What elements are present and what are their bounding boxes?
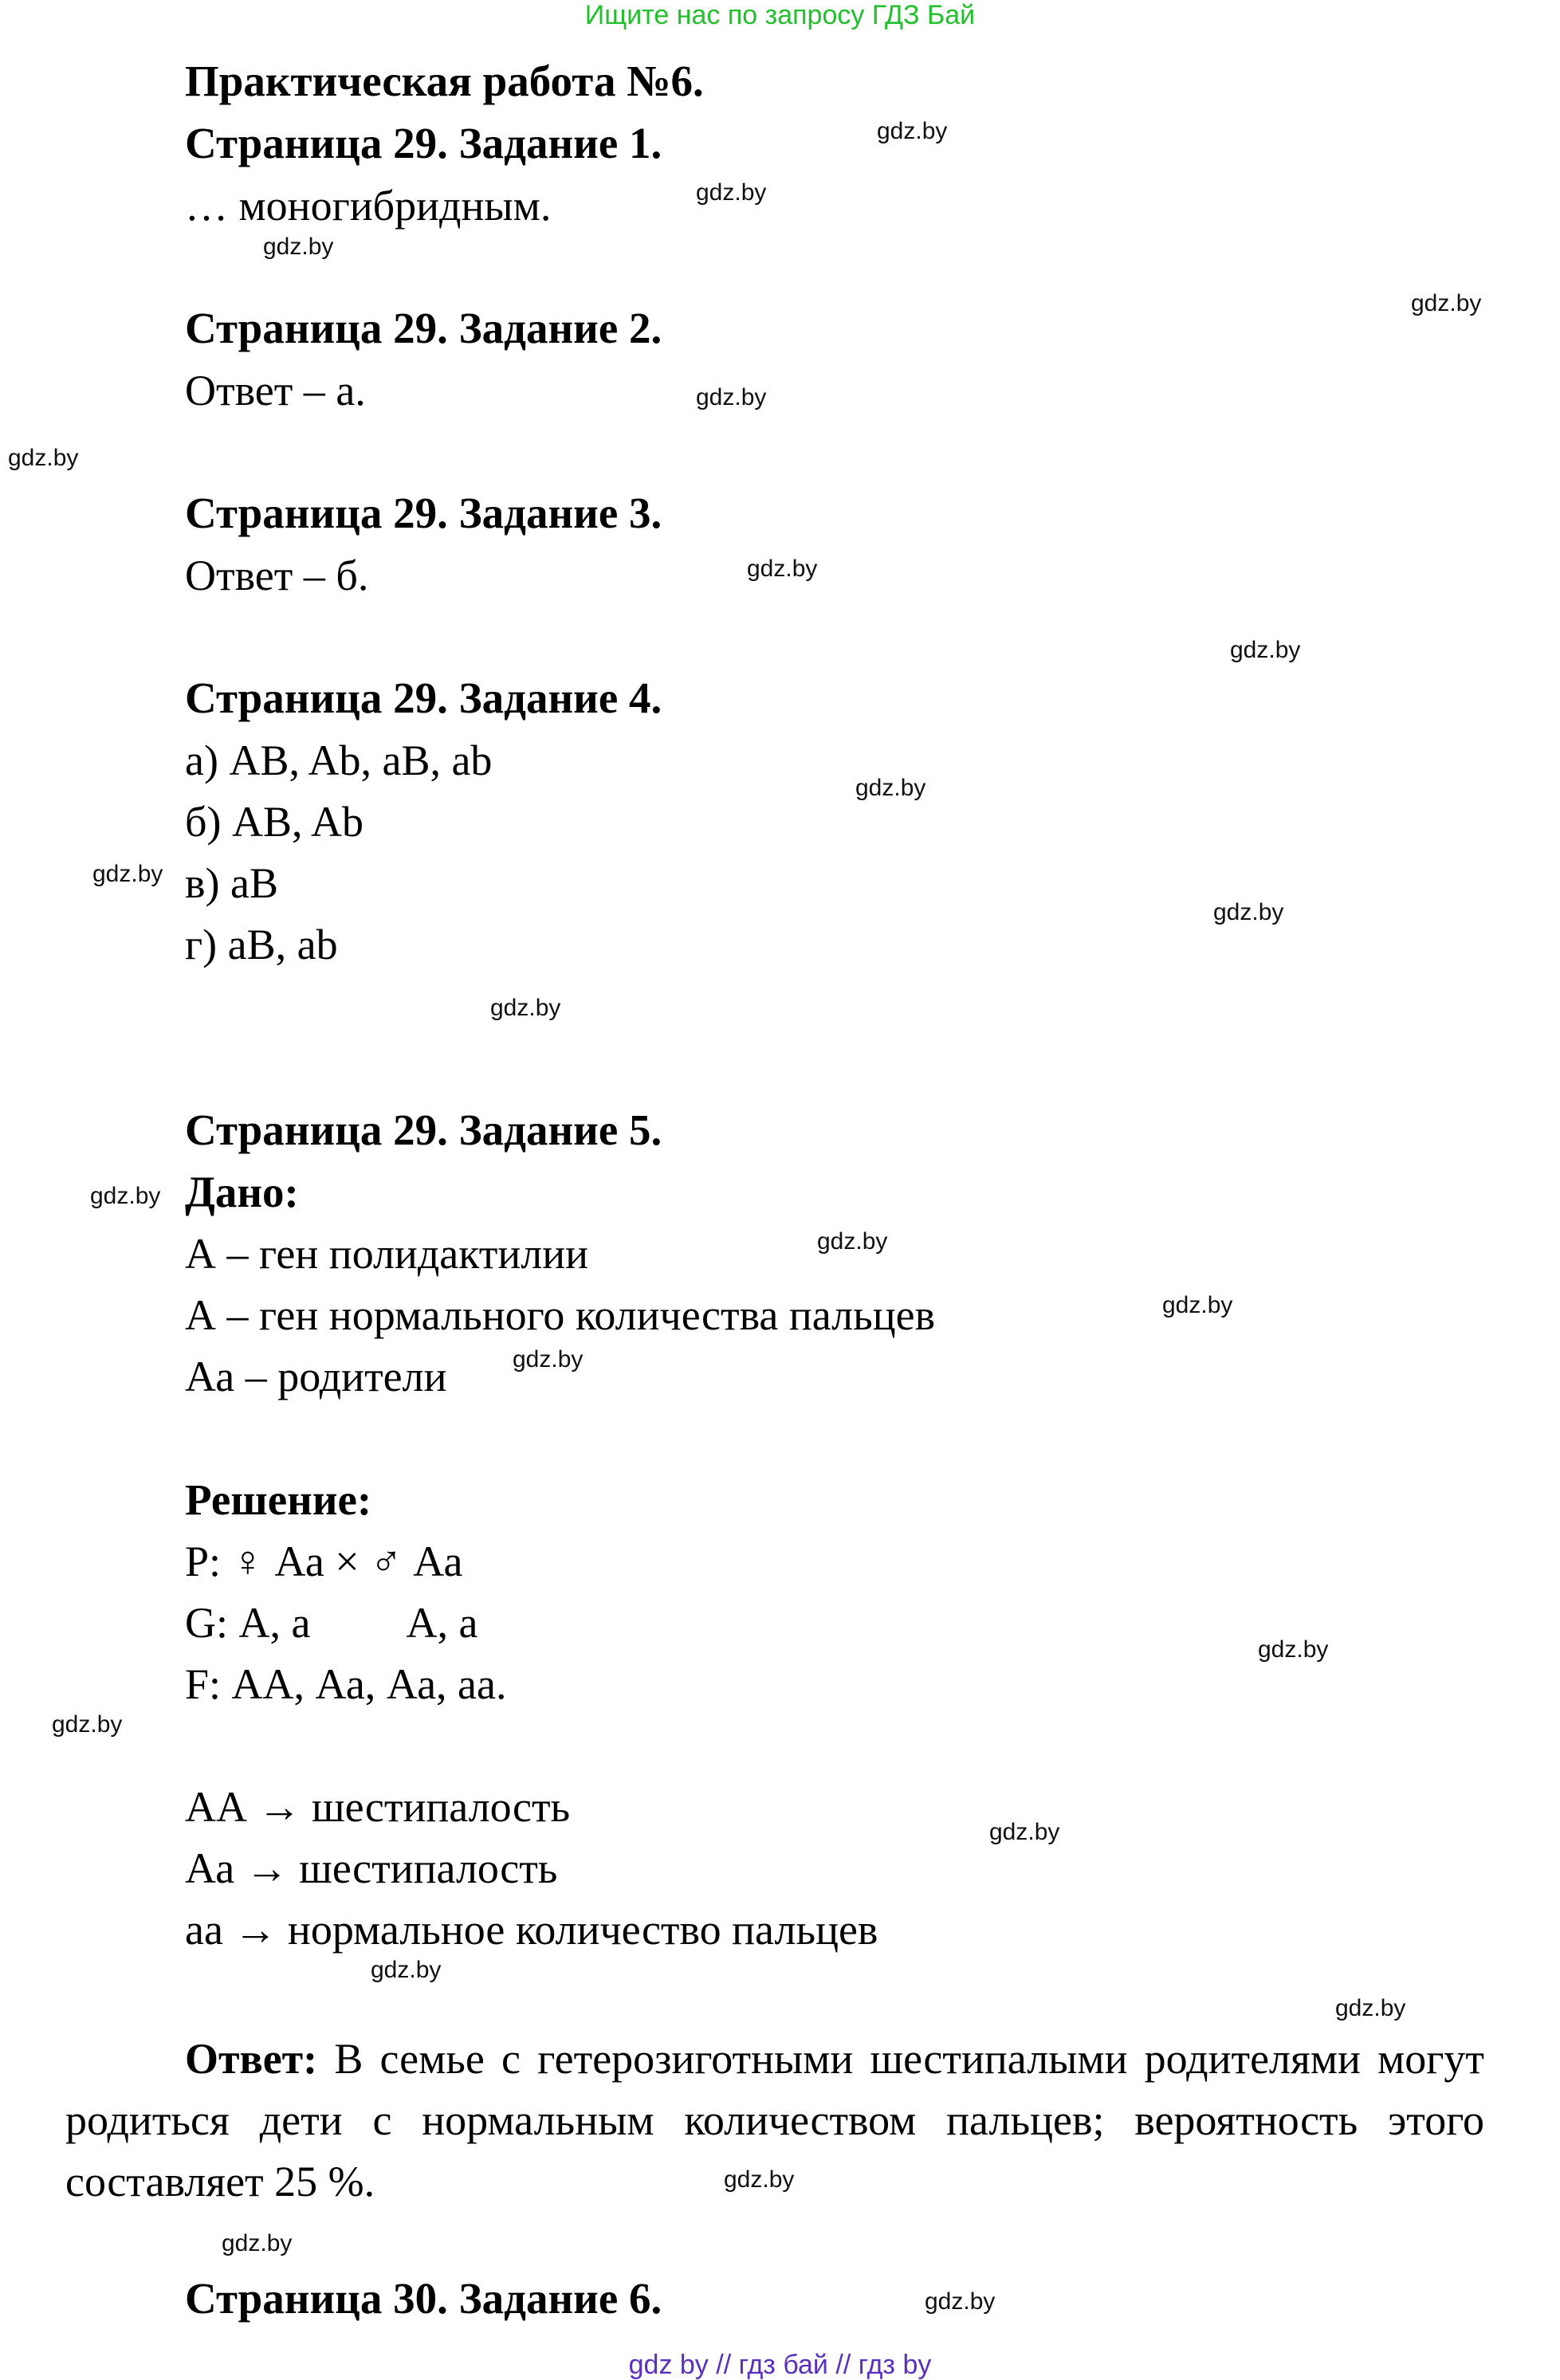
watermark: gdz.by xyxy=(747,556,818,582)
phenotype-line: АА → шестипалость xyxy=(185,1783,571,1831)
watermark: gdz.by xyxy=(989,1819,1060,1845)
watermark: gdz.by xyxy=(696,179,767,206)
gametes-right: А, а xyxy=(406,1599,478,1647)
watermark: gdz.by xyxy=(1411,290,1482,316)
watermark: gdz.by xyxy=(1230,637,1301,663)
solution-label: Решение: xyxy=(185,1475,372,1524)
phenotype-line: аа → нормальное количество пальцев xyxy=(185,1906,878,1954)
task-3-answer: Ответ – б. xyxy=(185,552,369,599)
watermark: gdz.by xyxy=(696,384,767,410)
phenotype-line: Аа → шестипалость xyxy=(185,1844,558,1892)
footer: gdz by // гдз бай // гдз by xyxy=(628,2350,932,2380)
task-1-heading: Страница 29. Задание 1. xyxy=(185,119,662,167)
gametes-line xyxy=(185,1596,477,1649)
task-6-heading: Страница 30. Задание 6. xyxy=(185,2274,662,2323)
watermark: gdz.by xyxy=(855,775,926,801)
watermark: gdz.by xyxy=(92,861,163,887)
watermark: gdz.by xyxy=(1335,1995,1406,2021)
gametes-left: G: А, а xyxy=(185,1599,311,1647)
watermark: gdz.by xyxy=(1258,1636,1329,1663)
parents-cross: P: ♀ Аа × ♂ Аа xyxy=(185,1538,463,1585)
given-line: А – ген полидактилии xyxy=(185,1230,589,1278)
task-2-heading: Страница 29. Задание 2. xyxy=(185,304,662,352)
watermark: gdz.by xyxy=(371,1957,442,1983)
task-4-line: в) aB xyxy=(185,859,278,907)
watermark: gdz.by xyxy=(513,1346,584,1373)
watermark: gdz.by xyxy=(490,995,561,1021)
watermark: gdz.by xyxy=(263,234,334,260)
task-2-answer: Ответ – а. xyxy=(185,367,366,414)
page-title: Практическая работа №6. xyxy=(185,57,704,105)
task-3-heading: Страница 29. Задание 3. xyxy=(185,489,662,537)
task-1-answer: … моногибридным. xyxy=(185,182,552,230)
task-4-line: а) AB, Ab, aB, ab xyxy=(185,736,493,784)
watermark: gdz.by xyxy=(52,1711,123,1738)
watermark: gdz.by xyxy=(222,2230,293,2256)
task-5-heading: Страница 29. Задание 5. xyxy=(185,1106,662,1154)
given-line: А – ген нормального количества пальцев xyxy=(185,1291,936,1339)
given-label: Дано: xyxy=(185,1168,299,1216)
watermark: gdz.by xyxy=(8,445,79,471)
given-line: Аа – родители xyxy=(185,1353,447,1400)
watermark: gdz.by xyxy=(1213,899,1284,925)
watermark: gdz.by xyxy=(90,1183,161,1209)
offspring-line: F: АА, Аа, Аа, аа. xyxy=(185,1660,507,1708)
watermark: gdz.by xyxy=(1162,1292,1233,1318)
watermark: gdz.by xyxy=(925,2288,996,2315)
task-4-line: г) aB, ab xyxy=(185,921,338,968)
watermark: gdz.by xyxy=(877,118,948,144)
task-4-heading: Страница 29. Задание 4. xyxy=(185,674,662,722)
answer-label: Ответ: xyxy=(185,2035,318,2083)
top-banner: Ищите нас по запросу ГДЗ Бай xyxy=(584,0,976,30)
task-4-line: б) AB, Ab xyxy=(185,798,363,846)
answer-text: В семье с гетерозиготными шестипалыми родителями могут родиться дети с нормальным количеством пальцев; вероятность этого составляет 25 %. xyxy=(65,2035,1484,2205)
watermark: gdz.by xyxy=(817,1228,888,1255)
watermark: gdz.by xyxy=(724,2166,795,2193)
